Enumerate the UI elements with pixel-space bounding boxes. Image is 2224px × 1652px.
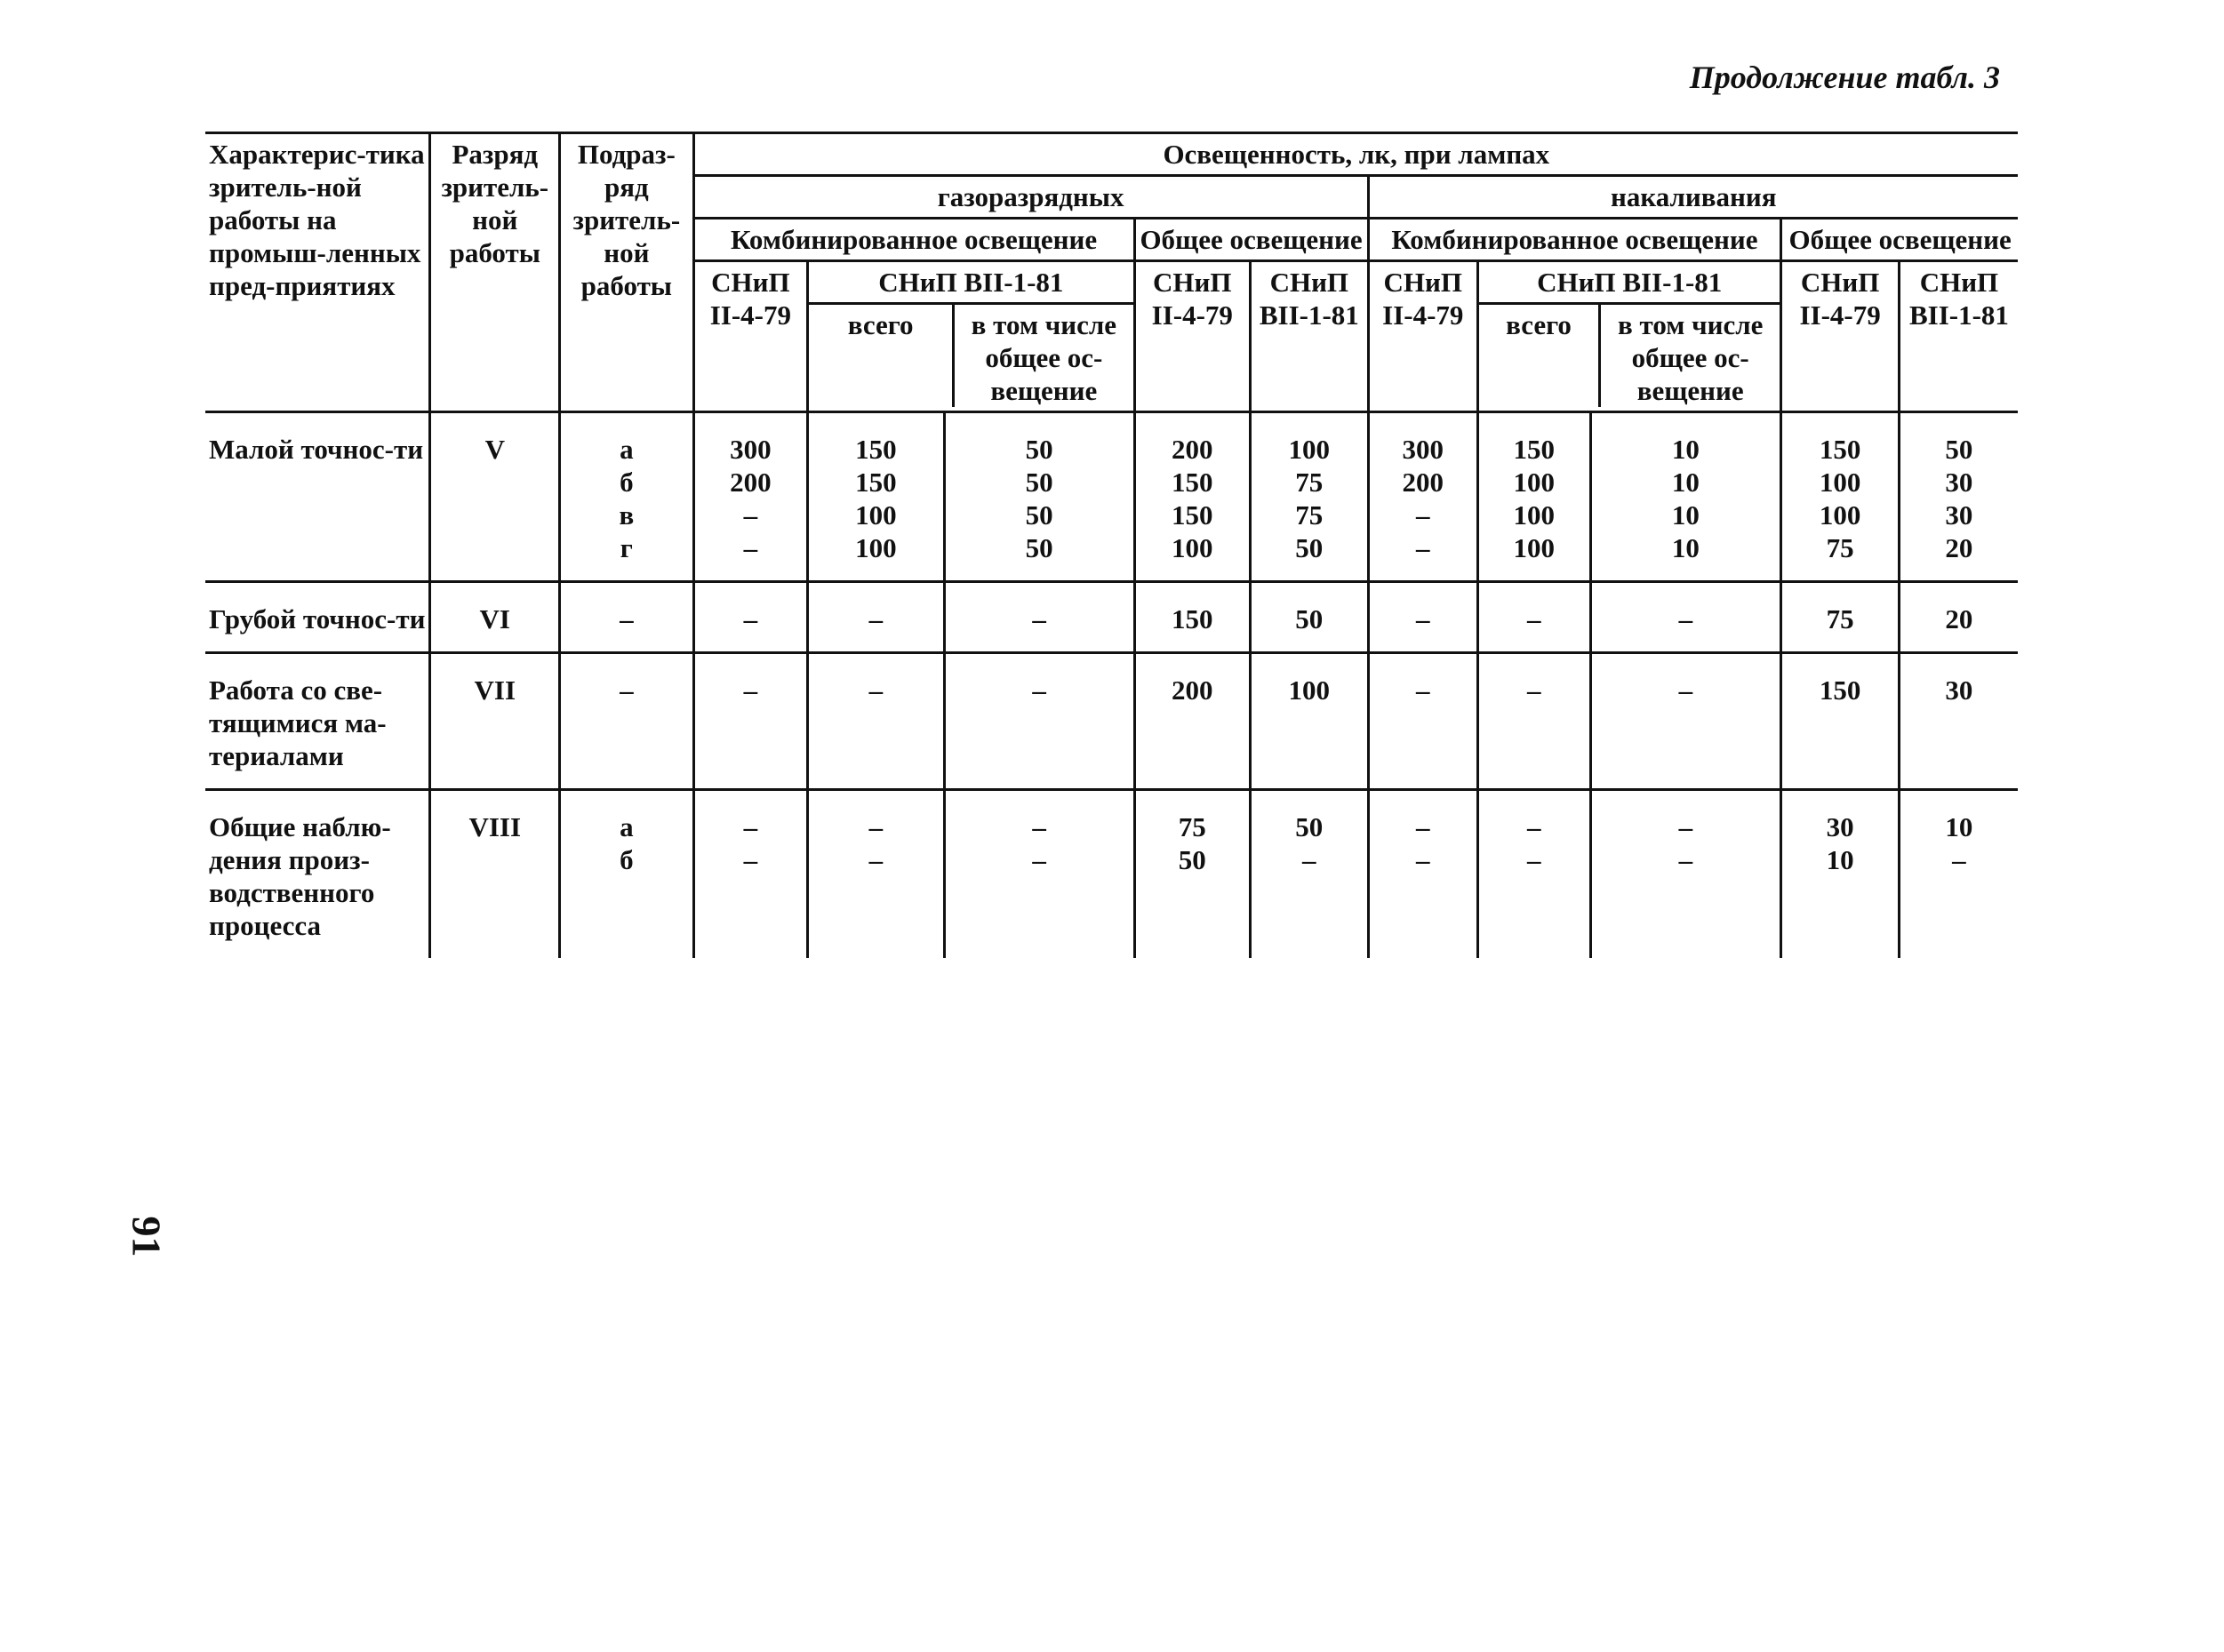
illuminance-value: – [1678,603,1693,634]
illuminance-value: – [1416,532,1430,563]
row-subgrade [560,790,694,959]
incl-general-label: в том числе общее ос-вещение [971,309,1116,406]
header-subgrade: Подраз-ряд зритель-ной работы [560,133,694,412]
illuminance-value: 30 [1945,499,1973,531]
illuminance-value: 150 [1172,467,1213,498]
illuminance-value: 50 [1025,467,1053,498]
illuminance-value: 100 [855,532,897,563]
illuminance-value: 150 [855,434,897,465]
header-gas-gen-snip-new: СНиП ВII-1-81 [1251,261,1369,412]
illuminance-value: 150 [855,467,897,498]
value-cell [1781,582,1900,653]
illuminance-value: – [1032,674,1046,706]
subgrade-value: г [620,532,633,563]
header-gas-combined: Комбинированное освещение [693,219,1134,261]
illumination-table [205,132,2018,958]
illuminance-value: 75 [1826,603,1854,634]
header-gas-general: Общее освещение [1134,219,1368,261]
table-row [205,412,2018,582]
row-characteristic: Общие наблю-дения произ-водственного процесса [205,790,430,959]
illuminance-value: – [743,603,758,634]
snip-new-label: СНиП ВII-1-81 [1479,262,1780,305]
incl-general-label: в том числе общее ос-вещение [1618,309,1764,406]
value-cell [1368,412,1477,582]
header-inc-gen-snip-new: СНиП ВII-1-81 [1899,261,2018,412]
header-inc-combined: Комбинированное освещение [1368,219,1781,261]
illuminance-value: 10 [1826,844,1854,875]
value-cell [944,582,1134,653]
value-cell [1899,653,2018,790]
illuminance-value: 200 [1172,674,1213,706]
illuminance-value: 75 [1295,467,1324,498]
value-cell [808,653,945,790]
header-characteristic: Характерис-тика зритель-ной работы на промыш-ленных пред-приятиях [205,133,430,412]
value-cell [1478,653,1590,790]
illuminance-value: – [1678,674,1693,706]
value-cell [1368,582,1477,653]
illuminance-value: 300 [730,434,772,465]
header-gas-gen-snip-old: СНиП II-4-79 [1134,261,1251,412]
value-cell [1134,582,1251,653]
illuminance-value: 20 [1945,603,1973,634]
row-grade: V [430,412,560,582]
illuminance-value: – [1416,603,1430,634]
value-cell [1134,790,1251,959]
illuminance-value: 50 [1295,811,1324,842]
illuminance-value: – [743,532,758,563]
illuminance-value: 50 [1025,434,1053,465]
value-cell [693,653,808,790]
value-cell [1478,412,1590,582]
continuation-caption: Продолжение табл. 3 [1689,60,2000,95]
subgrade-value: в [619,499,635,531]
row-characteristic: Грубой точнос-ти [205,582,430,653]
value-cell [1781,790,1900,959]
subgrade-value: б [620,844,634,875]
illuminance-value: – [1416,844,1430,875]
header-gas-discharge: газоразрядных [693,176,1368,219]
illuminance-value: – [868,603,884,634]
illuminance-value: – [1678,844,1693,875]
illuminance-value: – [868,844,884,875]
value-cell [1899,412,2018,582]
header-incandescent: накаливания [1368,176,2018,219]
illuminance-value: – [1527,811,1541,842]
row-grade: VII [430,653,560,790]
page-number: 91 [124,1216,170,1257]
illuminance-value: 100 [1172,532,1213,563]
illuminance-value: – [743,844,758,875]
illuminance-value: – [1302,844,1316,875]
illuminance-value: 10 [1671,499,1700,531]
header-gas-comb-snip-new [808,261,1134,412]
illuminance-value: – [1032,811,1046,842]
illuminance-value: – [1032,844,1046,875]
illuminance-value: 75 [1178,811,1206,842]
header-inc-general: Общее освещение [1781,219,2018,261]
total-label: всего [1479,305,1601,407]
value-cell [1899,582,2018,653]
value-cell [1251,790,1369,959]
illuminance-value: 30 [1945,674,1973,706]
illuminance-value: 10 [1945,811,1973,842]
value-cell [944,790,1134,959]
illuminance-value: – [1416,499,1430,531]
table-body [205,412,2018,959]
value-cell [1590,790,1781,959]
illuminance-value: 10 [1671,467,1700,498]
header-inc-comb-snip-new [1478,261,1781,412]
snip-new-label: СНиП ВII-1-81 [809,262,1132,305]
subgrade-value: – [620,603,634,634]
total-label: всего [809,305,955,407]
illuminance-value: 200 [1402,467,1444,498]
table-row [205,790,2018,959]
value-cell [1590,412,1781,582]
value-cell [944,412,1134,582]
illuminance-value: 75 [1826,532,1854,563]
illuminance-value: 50 [1295,603,1324,634]
illuminance-value: 20 [1945,532,1973,563]
row-subgrade [560,582,694,653]
illuminance-value: – [1416,811,1430,842]
header-illuminance: Освещенность, лк, при лампах [693,133,2018,176]
row-subgrade [560,653,694,790]
illuminance-value: 50 [1945,434,1973,465]
illuminance-value: – [1527,603,1541,634]
illuminance-value: – [1416,674,1430,706]
row-grade: VI [430,582,560,653]
illuminance-value: 50 [1295,532,1324,563]
illuminance-value: 100 [1513,467,1556,498]
value-cell [1781,412,1900,582]
value-cell [1368,653,1477,790]
header-inc-comb-snip-old: СНиП II-4-79 [1368,261,1477,412]
illuminance-value: – [1032,603,1046,634]
value-cell [1251,412,1369,582]
value-cell [693,582,808,653]
illuminance-value: – [1952,844,1966,875]
value-cell [1781,653,1900,790]
illuminance-value: – [868,811,884,842]
header-inc-gen-snip-old: СНиП II-4-79 [1781,261,1900,412]
illuminance-value: 300 [1402,434,1444,465]
illuminance-value: 200 [730,467,772,498]
illuminance-value: 100 [1513,532,1556,563]
value-cell [1478,582,1590,653]
illuminance-value: – [1527,674,1541,706]
value-cell [1899,790,2018,959]
illuminance-value: 150 [1513,434,1556,465]
illuminance-value: 150 [1172,499,1213,531]
illuminance-value: 10 [1671,532,1700,563]
value-cell [1478,790,1590,959]
value-cell [808,412,945,582]
illuminance-value: 50 [1178,844,1206,875]
illuminance-value: – [1527,844,1541,875]
row-characteristic: Работа со све-тящимися ма-териалами [205,653,430,790]
value-cell [693,412,808,582]
row-subgrade [560,412,694,582]
illuminance-value: 150 [1172,603,1213,634]
illuminance-value: – [868,674,884,706]
illuminance-value: 30 [1826,811,1854,842]
illuminance-value: 100 [1288,674,1331,706]
illuminance-value: 100 [855,499,897,531]
header-grade: Разряд зритель-ной работы [430,133,560,412]
row-grade: VIII [430,790,560,959]
illuminance-value: 50 [1025,499,1053,531]
illuminance-value: 10 [1671,434,1700,465]
table-row [205,582,2018,653]
value-cell [1251,653,1369,790]
illuminance-value: 100 [1819,499,1861,531]
illuminance-value: 100 [1819,467,1861,498]
illuminance-value: 150 [1819,674,1861,706]
illuminance-value: – [743,499,758,531]
illuminance-value: 30 [1945,467,1973,498]
illuminance-value: – [743,811,758,842]
subgrade-value: б [620,467,634,498]
illuminance-value: 200 [1172,434,1213,465]
table-row [205,653,2018,790]
illuminance-value: 100 [1288,434,1331,465]
illuminance-value: 75 [1295,499,1324,531]
value-cell [1134,412,1251,582]
illuminance-value: 100 [1513,499,1556,531]
value-cell [1590,582,1781,653]
value-cell [1134,653,1251,790]
row-characteristic: Малой точнос-ти [205,412,430,582]
value-cell [808,790,945,959]
illuminance-value: – [743,674,758,706]
value-cell [693,790,808,959]
value-cell [1590,653,1781,790]
value-cell [808,582,945,653]
value-cell [1251,582,1369,653]
value-cell [1368,790,1477,959]
subgrade-value: а [620,434,634,465]
header-gas-comb-snip-old [693,261,808,412]
snip-old-label: СНиП II-4-79 [709,267,792,331]
illuminance-value: 150 [1819,434,1861,465]
illuminance-value: – [1678,811,1693,842]
illuminance-value: 50 [1025,532,1053,563]
value-cell [944,653,1134,790]
subgrade-value: – [620,674,634,706]
subgrade-value: а [620,811,634,842]
